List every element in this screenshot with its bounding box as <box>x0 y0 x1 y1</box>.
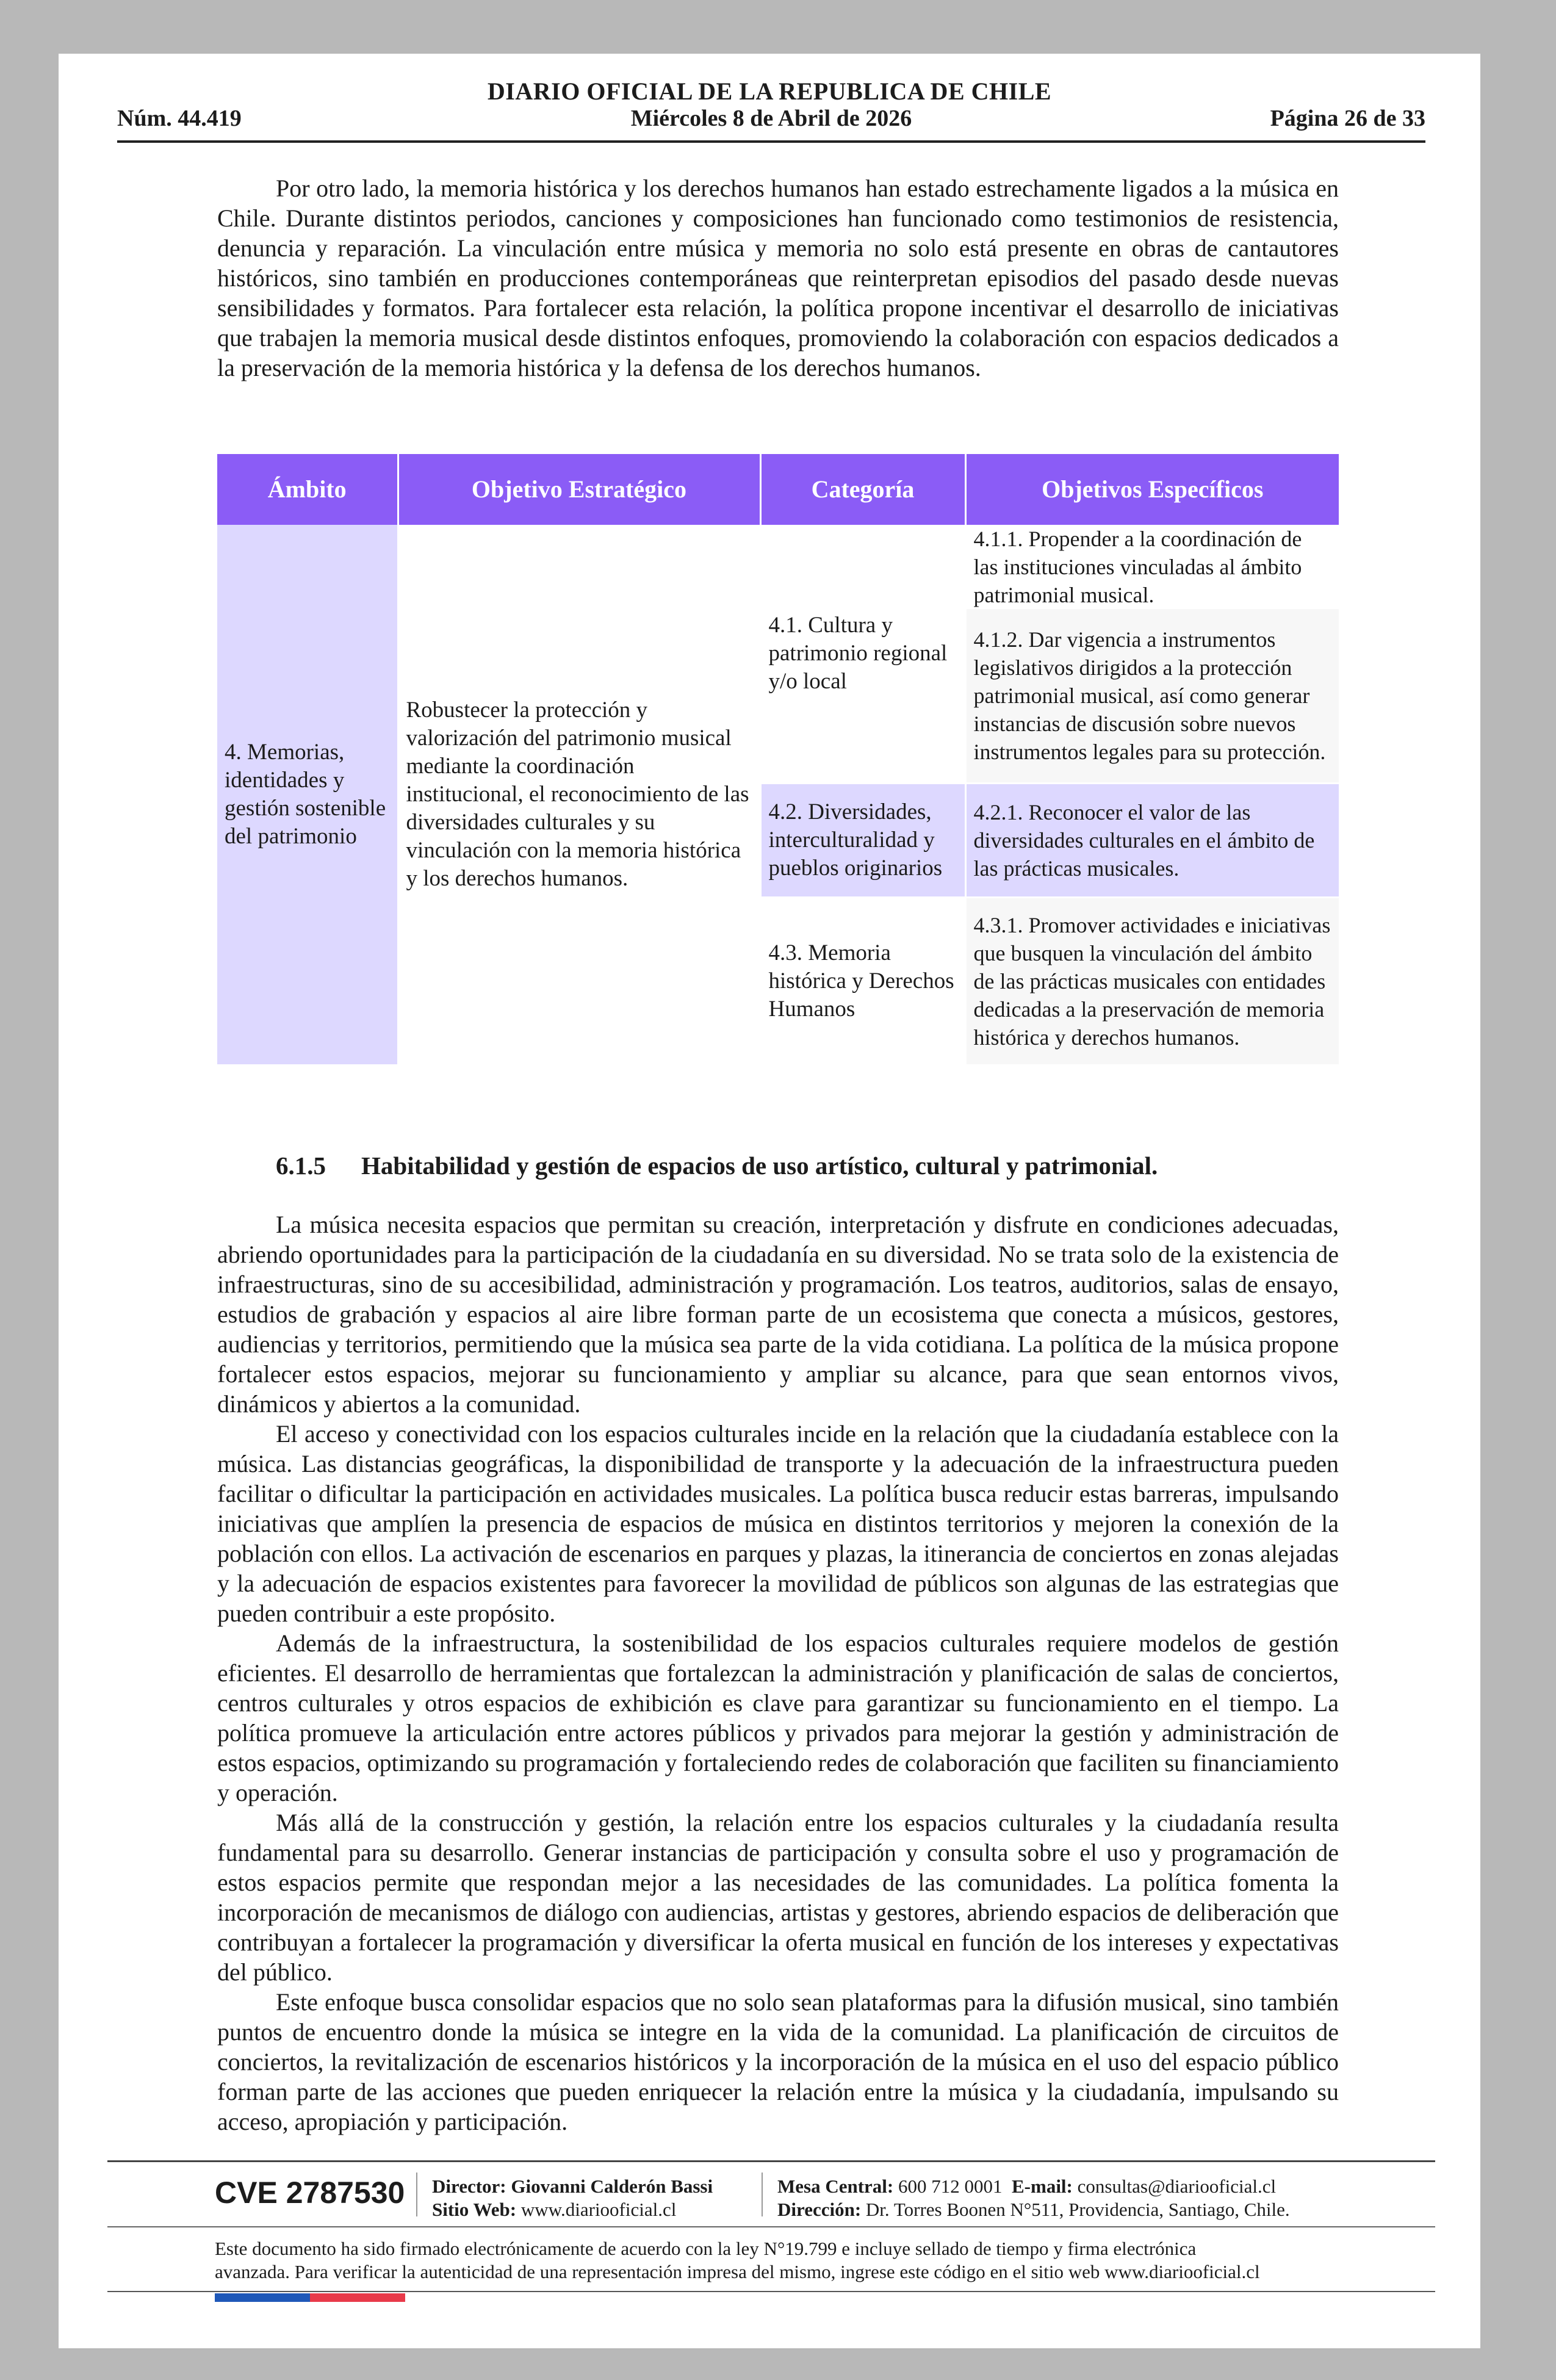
email-label: E-mail: <box>1012 2176 1073 2197</box>
cell-especifico-4-2-1: 4.2.1. Reconocer el valor de las diversidades culturales en el ámbito de las prácticas musicales. <box>965 784 1339 898</box>
body-paragraph: El acceso y conectividad con los espacios culturales incide en la relación que la ciudadanía establece con la música. Las distancias geográficas, la disponibilidad de transporte y la adecuación de la infraestructura pueden facilitar o dificultar la participación en actividades musicales. La política busca reducir estas barreras, impulsando iniciativas que amplíen la presencia de espacios de música en distintos territorios y mejoren la conexión de la población con ellos. La activación de escenarios en parques y plazas, la itinerancia de conciertos en zonas alejadas y la adecuación de espacios existentes para favorecer la movilidad de públicos son algunas de las estrategias que pueden contribuir a este propósito. <box>217 1420 1339 1627</box>
footer-divider-bottom <box>107 2291 1435 2292</box>
page-number: Página 26 de 33 <box>1270 106 1425 131</box>
table-row <box>217 525 1339 609</box>
header-divider <box>117 140 1425 143</box>
director-name: Giovanni Calderón Bassi <box>511 2176 713 2197</box>
web-link[interactable]: www.diariooficial.cl <box>520 2199 677 2220</box>
mesa-label: Mesa Central: <box>777 2176 894 2197</box>
footer-divider-middle <box>107 2226 1435 2227</box>
mesa-phone: 600 712 0001 <box>898 2176 1003 2197</box>
flag-stripe-blue <box>215 2293 310 2302</box>
gazette-title: DIARIO OFICIAL DE LA REPUBLICA DE CHILE <box>487 78 1052 105</box>
web-label: Sitio Web: <box>432 2199 517 2220</box>
flag-stripe-red <box>310 2293 405 2302</box>
cve-code: CVE 2787530 <box>215 2176 405 2210</box>
cell-especifico-4-3-1: 4.3.1. Promover actividades e iniciativas que busquen la vinculación del ámbito de las prácticas musicales con entidades dedicadas a la preservación de memoria histórica y derechos humanos. <box>965 898 1339 1065</box>
body-paragraph: Además de la infraestructura, la sostenibilidad de los espacios culturales requiere modelos de gestión eficientes. El desarrollo de herramientas que fortalezcan la administración y planificación de salas de conciertos, centros culturales y otros espacios de exhibición es clave para garantizar su funcionamiento en el tiempo. La política promueve la articulación entre actores públicos y privados para mejorar la gestión y administración de estos espacios, optimizando su programación y fortaleciendo redes de colaboración que faciliten su financiamiento y operación. <box>217 1629 1339 1806</box>
footer-separator <box>416 2173 417 2216</box>
direccion-value: Dr. Torres Boonen N°511, Providencia, Santiago, Chile. <box>865 2199 1290 2220</box>
header-objetivo: Objetivo Estratégico <box>398 454 760 525</box>
cell-objetivo: Robustecer la protección y valorización del patrimonio musical mediante la coordinación institucional, el reconocimiento de las diversidades culturales y su vinculación con la memoria histórica y los derechos humanos. <box>398 525 760 1064</box>
objectives-table <box>217 454 1339 1064</box>
table-header-row <box>217 454 1339 525</box>
cell-ambito: 4. Memorias, identidades y gestión sostenible del patrimonio <box>217 525 398 1064</box>
legal-line: avanzada. Para verificar la autenticidad de una representación impresa del mismo, ingrese este código en el sitio web www.diariooficial.cl <box>215 2261 1260 2282</box>
body-paragraph: Más allá de la construcción y gestión, la relación entre los espacios culturales y la ciudadanía resulta fundamental para su desarrollo. Generar instancias de participación y consulta sobre el uso y programación de estos espacios permite que respondan mejor a las necesidades de las comunidades. La política fomenta la incorporación de mecanismos de diálogo con audiencias, artistas y gestores, abriendo espacios de deliberación que contribuyan a fortalecer la programación y diversificar la oferta musical en función de los intereses y expectativas del público. <box>217 1809 1339 1986</box>
legal-line: Este documento ha sido firmado electrónicamente de acuerdo con la ley N°19.799 e incluye sellado de tiempo y firma electrónica <box>215 2238 1197 2259</box>
footer-divider-top <box>107 2160 1435 2162</box>
cell-categoria-4-3: 4.3. Memoria histórica y Derechos Humanos <box>760 898 965 1065</box>
intro-section <box>217 173 1339 383</box>
direccion-label: Dirección: <box>777 2199 862 2220</box>
footer-director-block <box>432 2175 713 2221</box>
issue-number: Núm. 44.419 <box>117 106 242 131</box>
document-page <box>59 54 1480 2348</box>
section-heading <box>276 1151 1158 1180</box>
issue-date: Miércoles 8 de Abril de 2026 <box>630 106 912 131</box>
body-paragraph: Este enfoque busca consolidar espacios que no solo sean plataformas para la difusión musical, sino también puntos de encuentro donde la música se integre en la vida de la comunidad. La planificación de circuitos de conciertos, la revitalización de escenarios históricos y la incorporación de la música en el uso del espacio público forman parte de las acciones que pueden enriquecer la relación entre la música y la ciudadanía, impulsando su acceso, apropiación y participación. <box>217 1988 1339 2135</box>
email-link[interactable]: consultas@diariooficial.cl <box>1077 2176 1277 2197</box>
body-paragraph: La música necesita espacios que permitan su creación, interpretación y disfrute en condiciones adecuadas, abriendo oportunidades para la participación de la ciudadanía en su diversidad. No se trata solo de la existencia de infraestructuras, sino de su accesibilidad, administración y programación. Los teatros, auditorios, salas de ensayo, estudios de grabación y espacios al aire libre forman parte de un ecosistema que conecta a músicos, gestores, audiencias y territorios, permitiendo que la música sea parte de la vida cotidiana. La política de la música propone fortalecer estos espacios, mejorar su funcionamiento y ampliar su alcance, para que sean entornos vivos, dinámicos y abiertos a la comunidad. <box>217 1211 1339 1418</box>
intro-paragraph: Por otro lado, la memoria histórica y los derechos humanos han estado estrechamente ligados a la música en Chile. Durante distintos periodos, canciones y composiciones han funcionado como testimonios de resistencia, denuncia y reparación. La vinculación entre música y memoria no solo está presente en obras de cantautores históricos, sino también en producciones contemporáneas que reinterpretan episodios del pasado desde nuevas sensibilidades y formatos. Para fortalecer esta relación, la política propone incentivar el desarrollo de iniciativas que trabajen la memoria musical desde distintos enfoques, promoviendo la colaboración con espacios dedicados a la preservación de la memoria histórica y la defensa de los derechos humanos. <box>217 175 1339 381</box>
footer-contact-block <box>777 2175 1290 2221</box>
cell-categoria-4-1: 4.1. Cultura y patrimonio regional y/o local <box>760 525 965 784</box>
cell-categoria-4-2: 4.2. Diversidades, interculturalidad y pueblos originarios <box>760 784 965 898</box>
header-especificos: Objetivos Específicos <box>965 454 1339 525</box>
director-label: Director: <box>432 2176 506 2197</box>
section-title: Habitabilidad y gestión de espacios de uso artístico, cultural y patrimonial. <box>361 1152 1158 1180</box>
header-row <box>117 105 1425 135</box>
cell-especifico-4-1-1: 4.1.1. Propender a la coordinación de las instituciones vinculadas al ámbito patrimonial musical. <box>965 525 1339 609</box>
section-body <box>217 1210 1339 2137</box>
section-number: 6.1.5 <box>276 1152 326 1180</box>
footer-legal-notice <box>215 2237 1374 2284</box>
header-ambito: Ámbito <box>217 454 398 525</box>
cell-especifico-4-1-2: 4.1.2. Dar vigencia a instrumentos legislativos dirigidos a la protección patrimonial musical, así como generar instancias de discusión sobre nuevos instrumentos legales para su protección. <box>965 609 1339 784</box>
footer-separator <box>762 2173 763 2216</box>
header-categoria: Categoría <box>760 454 965 525</box>
